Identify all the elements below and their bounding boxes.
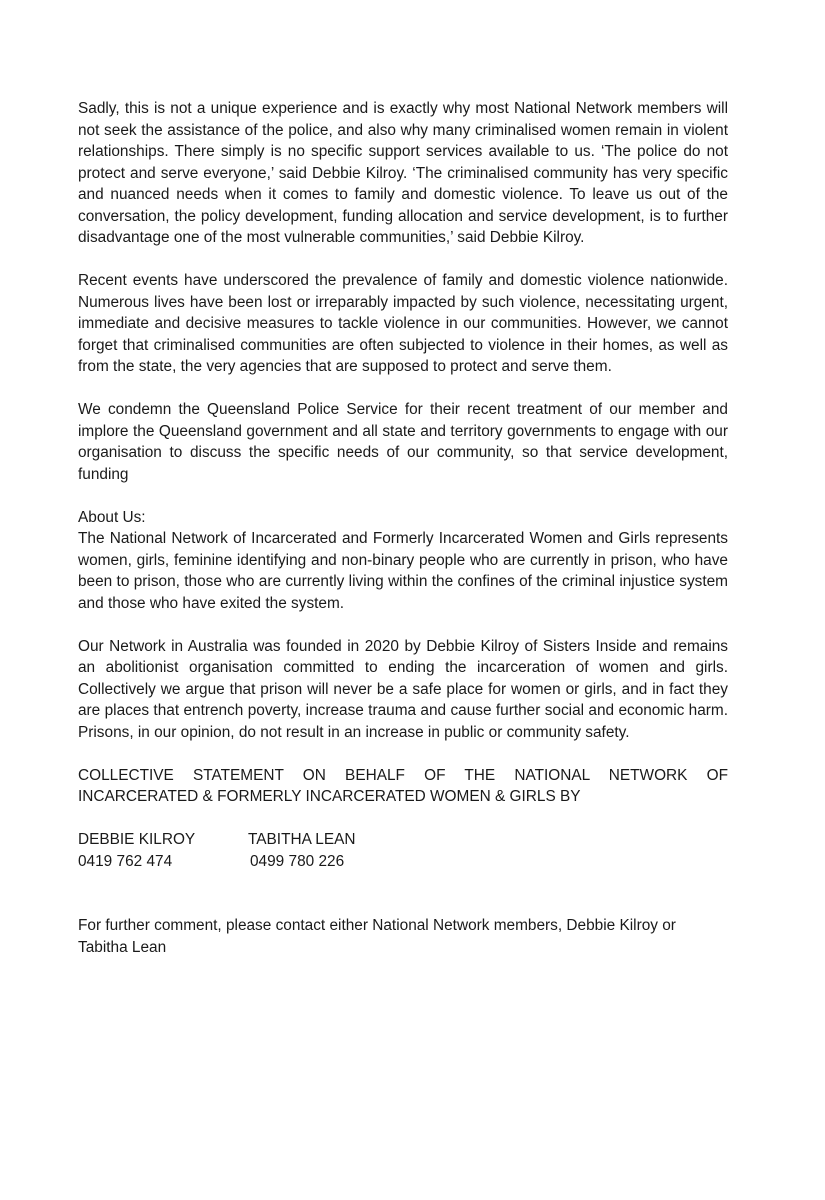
paragraph-police-experience: Sadly, this is not a unique experience and is exactly why most National Network members will not seek the assistance of the police, and also why many criminalised women remain in violent relationships. There simply is no specific support services available to us. ‘The police do not protect and serve everyone,’ said Debbie Kilroy. ‘The criminalised community has very specific and nuanced needs when it comes to family and domestic violence. To leave us out of the conversation, the policy development, funding allocation and service development, is to further disadvantage one of the most vulnerable communities,’ said Debbie Kilroy. <box>78 100 728 246</box>
closing-note: For further comment, please contact either National Network members, Debbie Kilroy or Tabitha Lean <box>78 917 676 956</box>
contact-phone: 0419 762 474 <box>78 852 173 870</box>
paragraph-recent-events: Recent events have underscored the prevalence of family and domestic violence nationwide. Numerous lives have been lost or irreparably impacted by such violence, necessitating urgent, immediate and decisive measures to tackle violence in our communities. However, we cannot forget that criminalised communities are often subjected to violence in their homes, as well as from the state, the very agencies that are supposed to protect and serve them. <box>78 272 728 375</box>
paragraph-condemnation: We condemn the Queensland Police Service for their recent treatment of our member and implore the Queensland government and all state and territory governments to engage with our organisation to discuss the specific needs of our community, so that service development, funding <box>78 401 728 483</box>
about-heading: About Us: <box>78 508 146 526</box>
contact-debbie-kilroy <box>78 829 248 872</box>
document-page <box>78 98 728 958</box>
contact-name: DEBBIE KILROY <box>78 831 196 848</box>
contact-phone: 0499 780 226 <box>250 852 345 870</box>
paragraph-about-network: The National Network of Incarcerated and Formerly Incarcerated Women and Girls represents women, girls, feminine identifying and non-binary people who are currently in prison, who have been to prison, those who are currently living within the confines of the criminal injustice system and those who have exited the system. <box>78 530 728 612</box>
contact-list <box>78 829 728 872</box>
contact-tabitha-lean <box>248 829 448 872</box>
collective-statement: COLLECTIVE STATEMENT ON BEHALF OF THE NATIONAL NETWORK OF INCARCERATED & FORMERLY INCARCERATED WOMEN & GIRLS BY <box>78 766 728 805</box>
paragraph-network-founding: Our Network in Australia was founded in 2020 by Debbie Kilroy of Sisters Inside and remains an abolitionist organisation committed to ending the incarceration of women and girls. Collectively we argue that prison will never be a safe place for women or girls, and in fact they are places that entrench poverty, increase trauma and cause further social and economic harm. Prisons, in our opinion, do not result in an increase in public or community safety. <box>78 637 728 741</box>
contact-name: TABITHA LEAN <box>248 831 356 848</box>
